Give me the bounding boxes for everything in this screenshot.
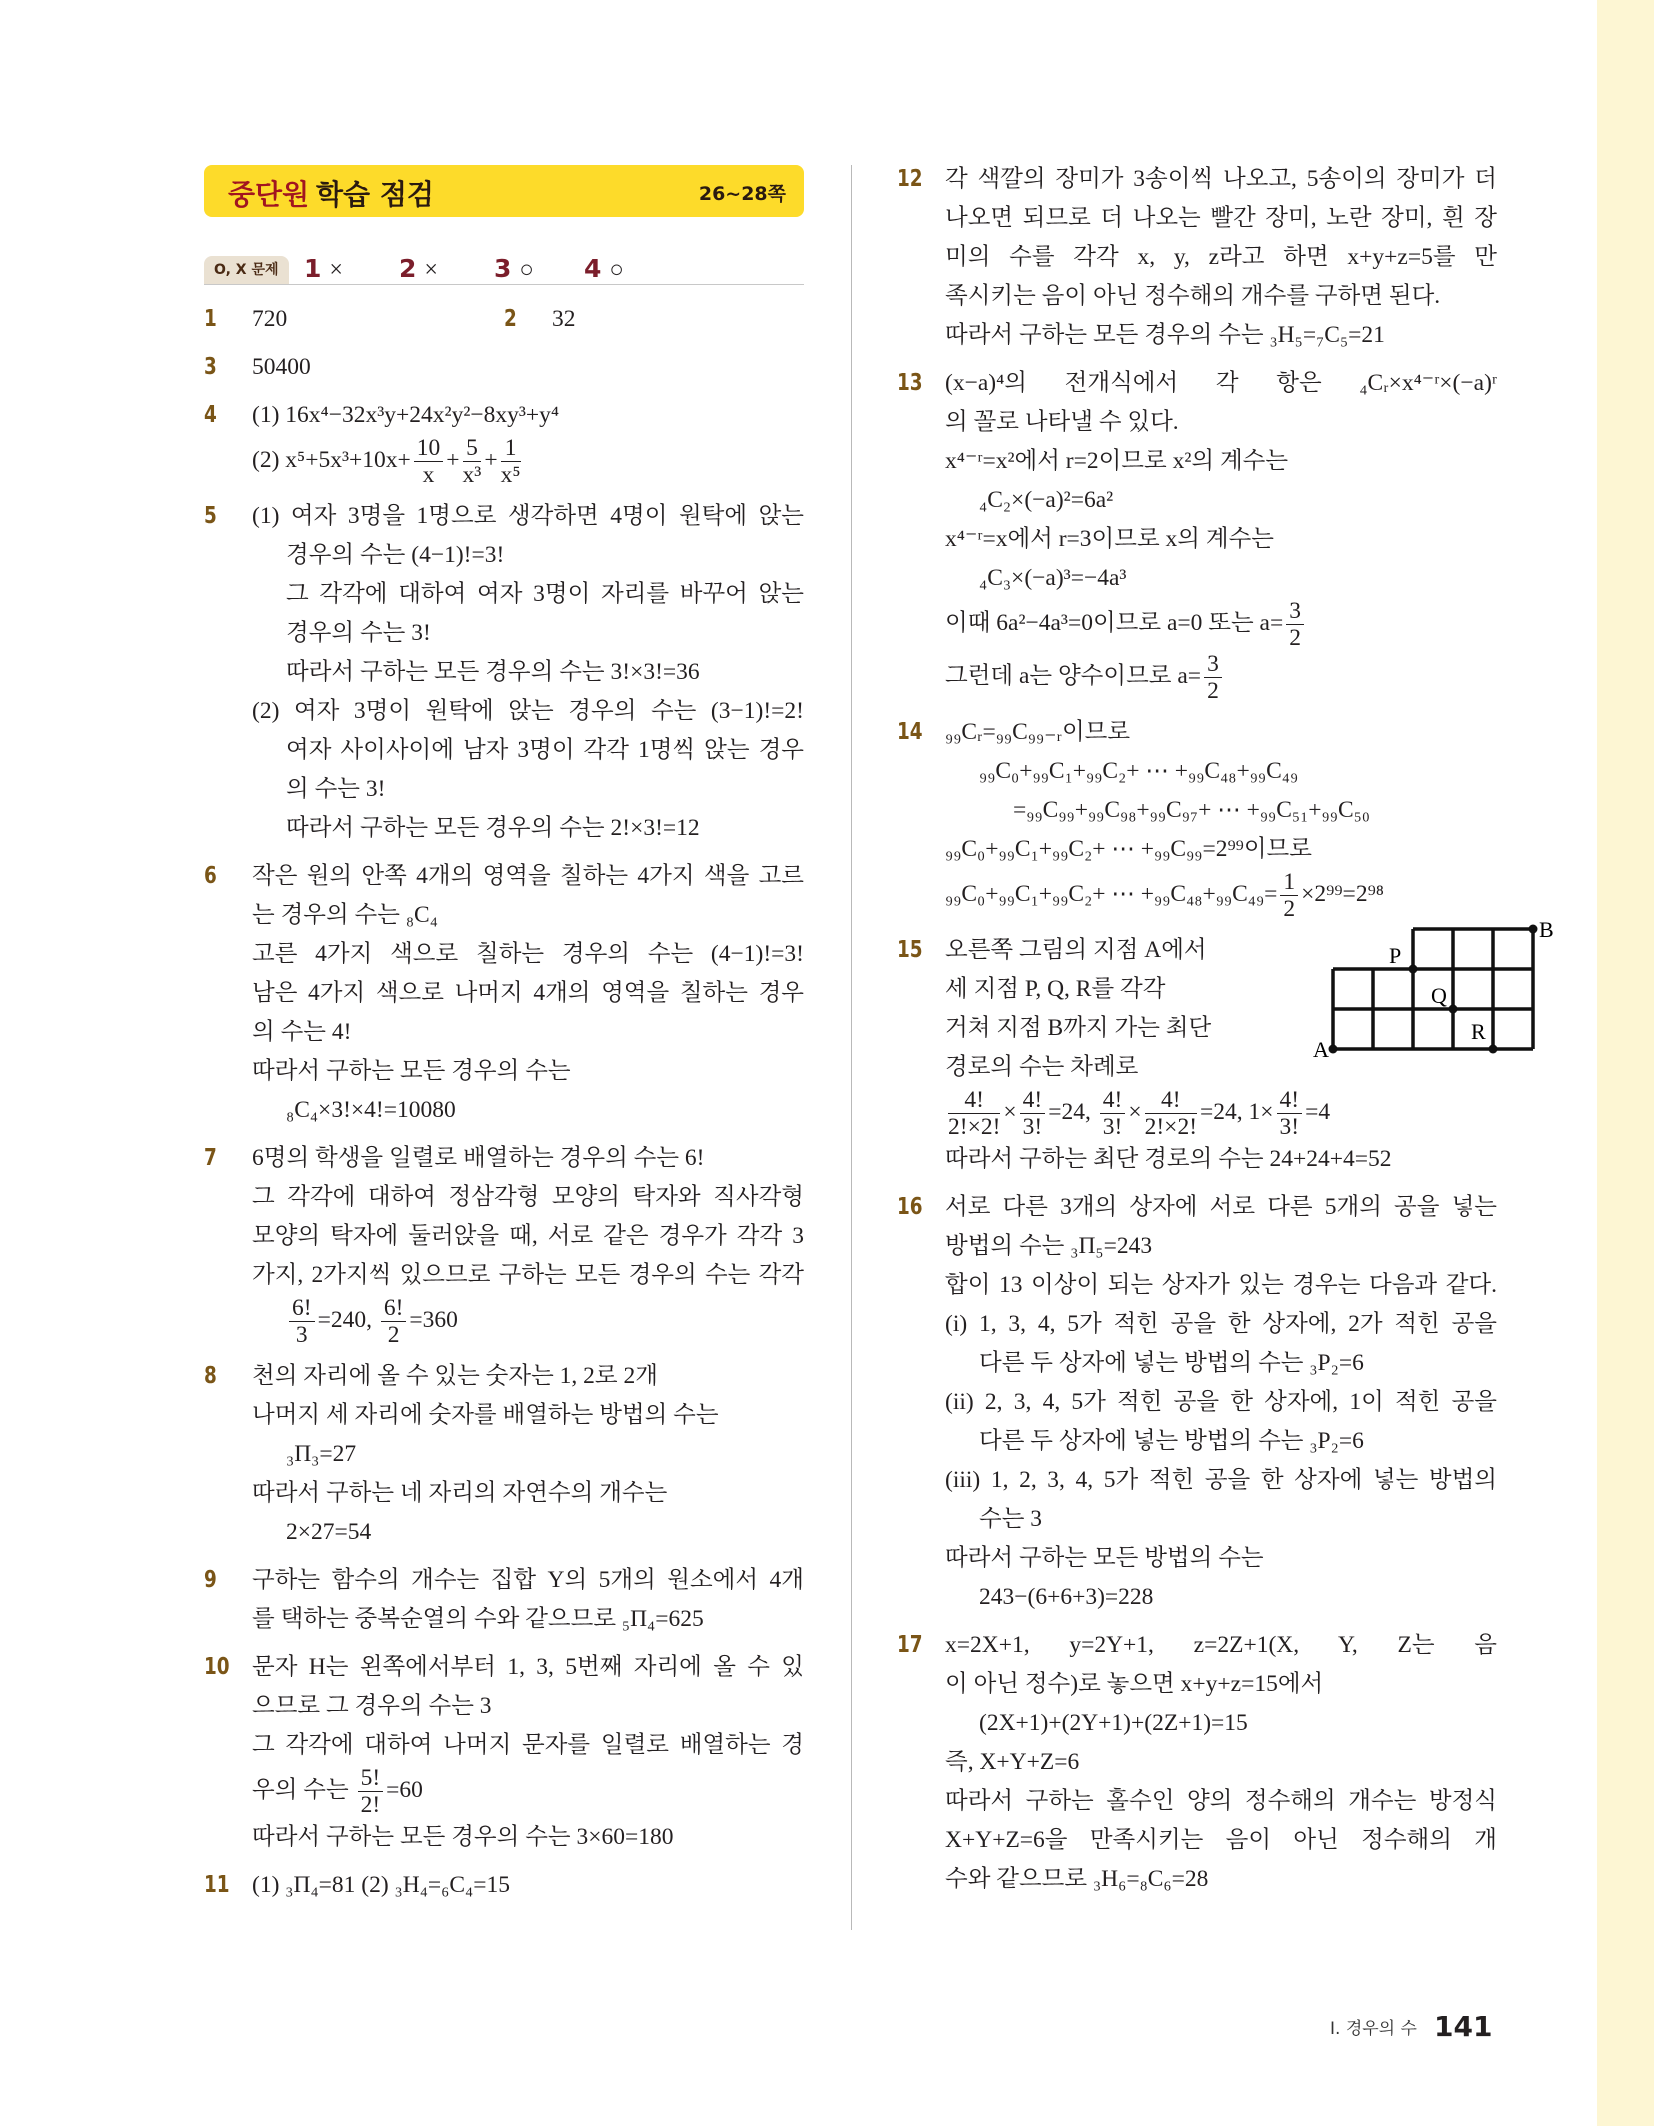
math-text: 2×27=54: [286, 1519, 372, 1545]
answer-number: 13: [897, 370, 923, 396]
math-text: 작은 원의 안쪽 4개의 영역을 칠하는 4가지 색을 고르: [252, 863, 804, 889]
answer-body: [252, 348, 804, 387]
answer-line: [945, 199, 1497, 238]
answer-line: [252, 614, 804, 653]
math-text: ₄C₃×(−a)³=−4a³: [979, 565, 1127, 591]
fraction-numerator: 4!: [948, 1087, 1000, 1114]
answer-line: [252, 1357, 804, 1396]
answer-body: [252, 1866, 804, 1905]
answer-body: [945, 364, 1497, 704]
answer-body: [252, 497, 804, 848]
math-text: 의 꼴로 나타낼 수 있다.: [945, 409, 1179, 435]
math-text: =24,: [1048, 1098, 1097, 1125]
ox-item: [584, 254, 624, 284]
point-label: A: [1313, 1037, 1329, 1062]
left-column: [204, 300, 804, 1914]
math-text: 서로 다른 3개의 상자에 서로 다른 5개의 공을 넣는: [945, 1194, 1497, 1220]
answer-line: [945, 1539, 1497, 1578]
math-text: 경우의 수는 3!: [286, 620, 431, 646]
answer-line: [945, 1087, 1497, 1140]
math-text: (iii) 1, 2, 3, 4, 5가 적힌 공을 한 상자에 넣는 방법의: [945, 1467, 1497, 1493]
math-text: 족시키는 음이 아닌 정수해의 개수를 구하면 된다.: [945, 283, 1441, 309]
answer-line: [252, 857, 804, 896]
fraction-numerator: 10: [414, 435, 444, 462]
math-text: 고른 4가지 색으로 칠하는 경우의 수는 (4−1)!=3!: [252, 941, 804, 967]
fraction: [1286, 598, 1304, 651]
answer-number: 9: [204, 1567, 217, 1593]
math-text: =4: [1305, 1098, 1331, 1125]
answer-line: [252, 974, 804, 1013]
ox-answer: ○: [519, 257, 534, 283]
answer-body: [252, 300, 504, 339]
math-text: 수는 3: [979, 1506, 1043, 1532]
math-text: 남은 4가지 색으로 나머지 4개의 영역을 칠하는 경우: [252, 980, 804, 1006]
answer-body: [252, 857, 804, 1130]
fraction-numerator: 4!: [1277, 1087, 1303, 1114]
answer-line: [252, 1726, 804, 1765]
answer-line: [252, 692, 804, 731]
answer-line: [252, 348, 804, 387]
math-text: 경로의 수는 차례로: [945, 1054, 1139, 1080]
answer-line: [945, 1422, 1497, 1461]
answer-line: [945, 403, 1497, 442]
fraction-denominator: x⁵: [500, 462, 521, 488]
math-text: =24, 1×: [1200, 1098, 1274, 1125]
answer-line: [945, 791, 1497, 830]
ox-label: O, X 문제: [204, 256, 289, 284]
ox-num: 3: [494, 254, 512, 283]
math-text: ×: [1003, 1098, 1017, 1125]
math-text: 세 지점 P, Q, R를 각각: [945, 976, 1166, 1002]
answer-line: [252, 653, 804, 692]
math-text: 여자 사이사이에 남자 3명이 각각 1명씩 앉는 경우: [286, 737, 804, 763]
math-text: 방법의 수는 ₃Π₅=243: [945, 1233, 1153, 1259]
answer-line: [252, 770, 804, 809]
math-text: 수와 같으므로 ₃H₆=₈C₆=28: [945, 1866, 1209, 1892]
answer-line: [252, 575, 804, 614]
fraction-numerator: 4!: [1145, 1087, 1197, 1114]
answer-body: [552, 300, 804, 339]
answer-number: 1: [204, 306, 217, 332]
answer-number: 2: [504, 306, 517, 332]
answer-line: [252, 1513, 804, 1552]
answer-item: [204, 857, 804, 1130]
math-text: 모양의 탁자에 둘러앉을 때, 서로 같은 경우가 각각 3: [252, 1223, 804, 1249]
point-A: [1329, 1045, 1338, 1054]
figure-container: [1313, 917, 1554, 1072]
answer-line: [945, 598, 1497, 651]
answer-line: [945, 830, 1497, 869]
ox-num: 1: [304, 254, 322, 283]
answer-number: 5: [204, 503, 217, 529]
math-text: 각 색깔의 장미가 3송이씩 나오고, 5송이의 장미가 더: [945, 166, 1497, 192]
answer-line: [945, 869, 1497, 922]
answer-item: [204, 1139, 804, 1348]
answer-item: [204, 348, 804, 387]
math-text: ₃Π₃=27: [286, 1441, 357, 1467]
fraction-numerator: 3: [1204, 651, 1222, 678]
math-text: (ii) 2, 3, 4, 5가 적힌 공을 한 상자에, 1이 적힌 공을: [945, 1389, 1497, 1415]
math-text: (2) 여자 3명이 원탁에 앉는 경우의 수는 (3−1)!=2!: [252, 698, 804, 724]
answer-number: 3: [204, 354, 217, 380]
fraction: [1145, 1087, 1197, 1140]
answer-line: [945, 1743, 1497, 1782]
fraction-numerator: 5: [463, 435, 482, 462]
answer-number: 4: [204, 402, 217, 428]
math-text: 따라서 구하는 모든 경우의 수는 ₃H₅=₇C₅=21: [945, 322, 1385, 348]
answer-number: 11: [204, 1872, 230, 1898]
math-text: ₄C₂×(−a)²=6a²: [979, 487, 1114, 513]
fraction-denominator: 2: [1207, 678, 1219, 704]
fraction-denominator: 2: [1283, 896, 1296, 922]
answer-line: [252, 809, 804, 848]
fraction: [948, 1087, 1000, 1140]
math-text: 243−(6+6+3)=228: [979, 1584, 1154, 1610]
answer-body: [252, 1648, 804, 1857]
answer-item: [204, 1866, 804, 1905]
answer-line: [252, 1600, 804, 1639]
fraction: [1100, 1087, 1126, 1140]
ox-answers: [204, 254, 804, 285]
header-title-accent: 중단원: [228, 178, 310, 211]
answer-line: [252, 435, 804, 488]
fraction: [1204, 651, 1222, 704]
page-edge-strip: [1597, 0, 1654, 2126]
point-label: P: [1389, 943, 1402, 968]
answer-line: [945, 1266, 1497, 1305]
answer-line: [945, 1140, 1497, 1179]
answer-number: 6: [204, 863, 217, 889]
point-label: R: [1471, 1019, 1486, 1044]
math-text: 따라서 구하는 모든 경우의 수는: [252, 1058, 571, 1084]
answer-line: [252, 396, 804, 435]
column-divider: [851, 165, 852, 1930]
answer-line: [552, 300, 804, 339]
math-text: 32: [552, 306, 576, 332]
math-text: x⁴⁻ʳ=x²에서 r=2이므로 x²의 계수는: [945, 448, 1289, 474]
grid-path-figure: [1313, 917, 1554, 1067]
math-text: ×2⁹⁹=2⁹⁸: [1301, 880, 1384, 907]
answer-body: [945, 160, 1497, 355]
math-text: 으므로 그 경우의 수는 3: [252, 1693, 492, 1719]
fraction: [1280, 869, 1298, 922]
answer-body: [252, 1139, 804, 1348]
answer-number: 15: [897, 937, 923, 963]
answer-line: [945, 160, 1497, 199]
right-column: [897, 160, 1554, 1908]
answer-item: [204, 396, 804, 488]
fraction-numerator: 1: [501, 435, 521, 462]
answer-item: [204, 1561, 804, 1639]
section-header: [204, 165, 804, 217]
math-text: 즉, X+Y+Z=6: [945, 1749, 1080, 1775]
math-text: 따라서 구하는 모든 경우의 수는 3!×3!=36: [286, 659, 700, 685]
math-text: 따라서 구하는 최단 경로의 수는 24+24+4=52: [945, 1146, 1392, 1172]
answer-line: [945, 1626, 1497, 1665]
answer-line: [945, 277, 1497, 316]
answer-line: [945, 520, 1497, 559]
answer-line: [252, 1217, 804, 1256]
answer-line: [945, 559, 1497, 598]
fraction: [501, 435, 521, 488]
math-text: x⁴⁻ʳ=x에서 r=3이므로 x의 계수는: [945, 526, 1274, 552]
point-B: [1529, 925, 1538, 934]
fraction-denominator: 3!: [1102, 1114, 1123, 1140]
ox-item: [494, 254, 534, 284]
answer-item: [204, 497, 804, 848]
fraction-denominator: 3!: [1279, 1114, 1300, 1140]
math-text: 천의 자리에 올 수 있는 숫자는 1, 2로 2개: [252, 1363, 658, 1389]
math-text: 문자 H는 왼쪽에서부터 1, 3, 5번째 자리에 올 수 있: [252, 1654, 804, 1680]
answer-number: 17: [897, 1632, 923, 1658]
answer-item: [897, 364, 1497, 704]
answer-item: [204, 300, 504, 339]
answer-line: [252, 1561, 804, 1600]
fraction-numerator: 5!: [358, 1765, 384, 1792]
fraction-denominator: 3: [295, 1322, 308, 1348]
page-footer: [1330, 2010, 1492, 2043]
header-pages: 26~28쪽: [698, 183, 786, 205]
answer-line: [945, 316, 1497, 355]
math-text: 이때 6a²−4a³=0이므로 a=0 또는 a=: [945, 609, 1284, 636]
math-text: 는 경우의 수는 ₈C₄: [252, 902, 438, 928]
math-text: ₉₉C₀+₉₉C₁+₉₉C₂+ ⋯ +₉₉C₄₈+₉₉C₄₉=: [945, 880, 1278, 907]
answer-line: [252, 1091, 804, 1130]
math-text: 따라서 구하는 네 자리의 자연수의 개수는: [252, 1480, 668, 1506]
answer-item: [204, 1357, 804, 1552]
math-text: x=2X+1, y=2Y+1, z=2Z+1(X, Y, Z는 음: [945, 1632, 1497, 1658]
math-text: ₉₉C₀+₉₉C₁+₉₉C₂+ ⋯ +₉₉C₄₈+₉₉C₄₉: [979, 758, 1299, 784]
answer-line: [252, 1648, 804, 1687]
math-text: 구하는 함수의 개수는 집합 Y의 5개의 원소에서 4개: [252, 1567, 804, 1593]
fraction-numerator: 6!: [381, 1295, 407, 1322]
answer-line: [945, 1344, 1497, 1383]
ox-num: 2: [399, 254, 417, 283]
fraction-denominator: x: [422, 462, 435, 488]
answer-number: 7: [204, 1145, 217, 1171]
answer-line: [252, 731, 804, 770]
math-text: (2) x⁵+5x³+10x+: [252, 446, 411, 473]
math-text: 거쳐 지점 B까지 가는 최단: [945, 1015, 1212, 1041]
math-text: =360: [409, 1306, 458, 1333]
math-text: 그런데 a는 양수이므로 a=: [945, 662, 1202, 689]
point-label: B: [1539, 917, 1554, 942]
answer-number: 12: [897, 166, 923, 192]
answer-item: [897, 160, 1497, 355]
answer-line: [252, 1013, 804, 1052]
answer-line: [945, 1860, 1497, 1899]
math-text: ×: [1128, 1098, 1142, 1125]
fraction-numerator: 1: [1280, 869, 1298, 896]
answer-line: [945, 1227, 1497, 1266]
math-text: ₈C₄×3!×4!=10080: [286, 1097, 456, 1123]
answer-line: [945, 364, 1497, 403]
fraction: [463, 435, 482, 488]
math-text: 이 아닌 정수)로 놓으면 x+y+z=15에서: [945, 1671, 1324, 1697]
fraction: [414, 435, 444, 488]
answer-line: [945, 1704, 1497, 1743]
answer-line: [945, 1578, 1497, 1617]
fraction: [358, 1765, 384, 1818]
answer-line: [945, 713, 1497, 752]
answer-line: [945, 1665, 1497, 1704]
answer-body: [945, 1626, 1497, 1899]
fraction-numerator: 6!: [289, 1295, 315, 1322]
answer-line: [252, 1866, 804, 1905]
fraction-denominator: 2!×2!: [1144, 1114, 1198, 1140]
answer-line: [252, 1435, 804, 1474]
answer-line: [252, 1765, 804, 1818]
answer-line: [252, 1052, 804, 1091]
answer-line: [252, 1818, 804, 1857]
answer-item: [897, 1626, 1497, 1899]
answer-line: [945, 651, 1497, 704]
math-text: (2X+1)+(2Y+1)+(2Z+1)=15: [979, 1710, 1248, 1736]
answer-line: [252, 935, 804, 974]
answer-line: [252, 497, 804, 536]
math-text: 따라서 구하는 모든 경우의 수는 2!×3!=12: [286, 815, 700, 841]
fraction-numerator: 4!: [1020, 1087, 1046, 1114]
math-text: 그 각각에 대하여 정삼각형 모양의 탁자와 직사각형: [252, 1184, 804, 1210]
math-text: (1) 16x⁴−32x³y+24x²y²−8xy³+y⁴: [252, 402, 560, 428]
answer-line: [945, 481, 1497, 520]
answer-line: [252, 536, 804, 575]
math-text: 나오면 되므로 더 나오는 빨간 장미, 노란 장미, 흰 장: [945, 205, 1497, 231]
fraction: [1020, 1087, 1046, 1140]
answer-body: [252, 1357, 804, 1552]
math-text: +: [484, 446, 498, 473]
fraction-denominator: 2: [1289, 625, 1301, 651]
math-text: (1) 여자 3명을 1명으로 생각하면 4명이 원탁에 앉는: [252, 503, 804, 529]
math-text: (x−a)⁴의 전개식에서 각 항은 ₄Cᵣ×x⁴⁻ʳ×(−a)ʳ: [945, 370, 1497, 396]
math-text: 따라서 구하는 모든 경우의 수는 3×60=180: [252, 1824, 674, 1850]
answer-number: 16: [897, 1194, 923, 1220]
math-text: ₉₉C₀+₉₉C₁+₉₉C₂+ ⋯ +₉₉C₉₉=2⁹⁹이므로: [945, 836, 1312, 862]
fraction-denominator: 2!×2!: [948, 1114, 1001, 1140]
fraction-denominator: x³: [462, 462, 482, 488]
ox-answer: ○: [609, 257, 624, 283]
math-text: (i) 1, 3, 4, 5가 적힌 공을 한 상자에, 2가 적힌 공을: [945, 1311, 1497, 1337]
answer-line: [945, 442, 1497, 481]
fraction-denominator: 3!: [1022, 1114, 1043, 1140]
answer-body: [252, 396, 804, 488]
answer-line: [252, 1139, 804, 1178]
math-text: 경우의 수는 (4−1)!=3!: [286, 542, 505, 568]
math-text: X+Y+Z=6을 만족시키는 음이 아닌 정수해의 개: [945, 1827, 1497, 1853]
ox-answer: ×: [329, 257, 343, 283]
math-text: 50400: [252, 354, 311, 380]
fraction: [381, 1295, 407, 1348]
point-R: [1489, 1045, 1498, 1054]
math-text: 우의 수는: [252, 1776, 355, 1803]
math-text: 6명의 학생을 일렬로 배열하는 경우의 수는 6!: [252, 1145, 705, 1171]
answer-item: [204, 300, 804, 339]
answer-line: [945, 1782, 1497, 1821]
answer-line: [945, 1305, 1497, 1344]
answer-line: [945, 1821, 1497, 1860]
answer-line: [252, 1687, 804, 1726]
ox-item: [399, 254, 438, 284]
math-text: 미의 수를 각각 x, y, z라고 하면 x+y+z=5를 만: [945, 244, 1497, 270]
math-text: ₉₉Cᵣ=₉₉C₉₉₋ᵣ이므로: [945, 719, 1131, 745]
answer-line: [252, 1295, 804, 1348]
math-text: 오른쪽 그림의 지점 A에서: [945, 937, 1207, 963]
math-text: 그 각각에 대하여 나머지 문자를 일렬로 배열하는 경: [252, 1732, 804, 1758]
answer-line: [945, 1500, 1497, 1539]
answer-line: [945, 1188, 1497, 1227]
answer-line: [252, 1396, 804, 1435]
answer-number: 14: [897, 719, 923, 745]
answer-line: [252, 896, 804, 935]
answer-line: [945, 238, 1497, 277]
math-text: 합이 13 이상이 되는 상자가 있는 경우는 다음과 같다.: [945, 1272, 1497, 1298]
math-text: 를 택하는 중복순열의 수와 같으므로 ₅Π₄=625: [252, 1606, 704, 1632]
chapter-label: Ⅰ. 경우의 수: [1330, 2019, 1417, 2039]
answer-line: [945, 1383, 1497, 1422]
answer-number: 8: [204, 1363, 217, 1389]
math-text: 따라서 구하는 홀수인 양의 정수해의 개수는 방정식: [945, 1788, 1497, 1814]
answer-item: [897, 713, 1497, 922]
answer-body: [945, 917, 1554, 1179]
math-text: 720: [252, 306, 288, 332]
math-text: =₉₉C₉₉+₉₉C₉₈+₉₉C₉₇+ ⋯ +₉₉C₅₁+₉₉C₅₀: [1013, 797, 1370, 823]
answer-item: [897, 917, 1554, 1179]
answer-line: [252, 300, 504, 339]
page-number: 141: [1434, 2010, 1493, 2043]
answer-line: [252, 1474, 804, 1513]
ox-num: 4: [584, 254, 602, 283]
math-text: =60: [386, 1776, 423, 1803]
answer-line: [945, 752, 1497, 791]
answer-body: [252, 1561, 804, 1639]
answer-body: [945, 1188, 1497, 1617]
answer-body: [945, 713, 1497, 922]
fraction-denominator: 2: [387, 1322, 400, 1348]
math-text: 의 수는 4!: [252, 1019, 352, 1045]
math-text: 의 수는 3!: [286, 776, 386, 802]
answer-item: [897, 1188, 1497, 1617]
math-text: =240,: [317, 1306, 378, 1333]
point-P: [1409, 965, 1418, 974]
fraction-numerator: 4!: [1100, 1087, 1126, 1114]
math-text: 따라서 구하는 모든 방법의 수는: [945, 1545, 1264, 1571]
answer-item: [504, 300, 804, 339]
ox-answer: ×: [424, 257, 438, 283]
answer-line: [945, 1461, 1497, 1500]
fraction-denominator: 2!: [360, 1792, 381, 1818]
math-text: 다른 두 상자에 넣는 방법의 수는 ₃P₂=6: [979, 1428, 1364, 1454]
header-title: 학습 점검: [316, 178, 434, 211]
point-Q: [1449, 1005, 1458, 1014]
point-label: Q: [1431, 983, 1447, 1008]
ox-item: [304, 254, 343, 284]
answer-number: 10: [204, 1654, 230, 1680]
answer-item: [204, 1648, 804, 1857]
math-text: (1) ₃Π₄=81 (2) ₃H₄=₆C₄=15: [252, 1872, 510, 1898]
fraction: [1277, 1087, 1303, 1140]
math-text: 그 각각에 대하여 여자 3명이 자리를 바꾸어 앉는: [286, 581, 804, 607]
math-text: 다른 두 상자에 넣는 방법의 수는 ₃P₂=6: [979, 1350, 1364, 1376]
math-text: 나머지 세 자리에 숫자를 배열하는 방법의 수는: [252, 1402, 719, 1428]
fraction: [289, 1295, 315, 1348]
fraction-numerator: 3: [1286, 598, 1304, 625]
math-text: 가지, 2가지씩 있으므로 구하는 모든 경우의 수는 각각: [252, 1262, 804, 1288]
answer-line: [252, 1178, 804, 1217]
math-text: +: [446, 446, 460, 473]
answer-line: [252, 1256, 804, 1295]
